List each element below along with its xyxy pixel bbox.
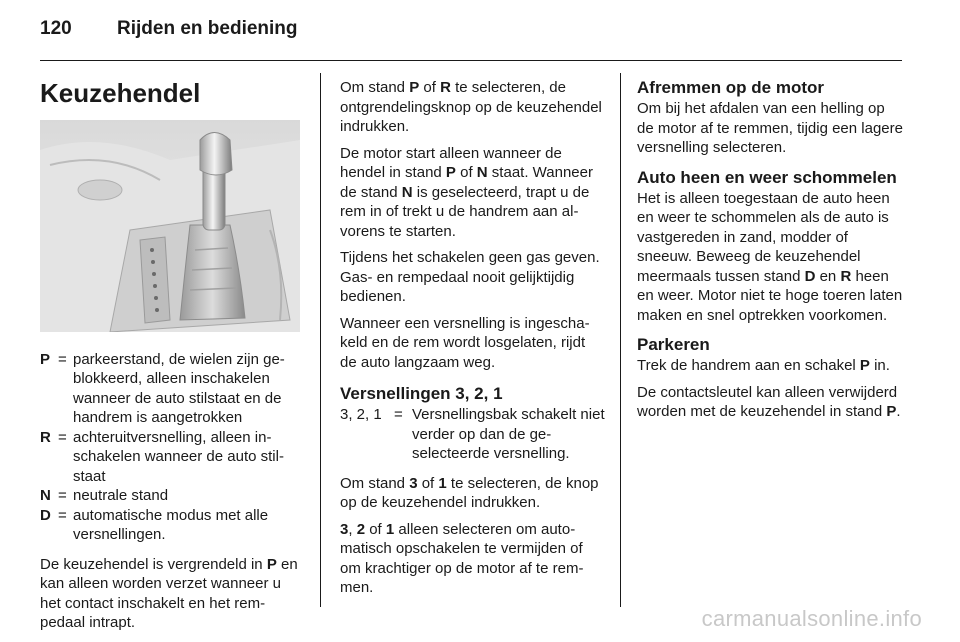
paragraph: Om bij het afdalen van een helling op de motor af te remmen, tijdig een lagere versnelling selecteren.: [637, 100, 903, 156]
section-heading-gears: Versnellingen 3, 2, 1: [340, 384, 503, 403]
page-number: 120: [40, 18, 72, 39]
definition-row-n: [40, 486, 305, 506]
paragraph: 3, 2 of 1 alleen selecteren om automatisch opschakelen te vermijden of om krachtiger op de motor af te remmen.: [340, 520, 584, 596]
chapter-title: Rijden en bediening: [117, 18, 298, 39]
definition-text: neutrale stand: [73, 487, 169, 504]
column-1: [40, 78, 305, 640]
paragraph: Om stand 3 of 1 te selecteren, de knop op de keuzehendel indrukken.: [340, 474, 599, 511]
paragraph: Om stand P of R te selecteren, de ontgrendelingsknop op de keuzehendel indrukken.: [340, 79, 602, 135]
definition-row-d: [40, 506, 305, 545]
paragraph: De motor start alleen wanneer de hendel in stand P of N staat. Wanneer de stand N is geselecteerd, trapt u de rem in of trekt u de handrem aan alvorens te starten.: [340, 144, 593, 240]
equals-sign: =: [58, 350, 67, 368]
column-3: [637, 78, 905, 429]
equals-sign: =: [58, 487, 67, 504]
column-divider-1: [320, 73, 321, 607]
definition-key: 3, 2, 1: [340, 406, 382, 423]
definition-key: N: [40, 487, 51, 504]
definition-text: achteruitversnelling, alleen inschakelen wanneer de auto stilstaat: [73, 428, 284, 485]
section-heading-keuzehendel: Keuzehendel: [40, 78, 201, 108]
gear-definition-row: [340, 405, 605, 464]
header-rule: [40, 60, 902, 61]
definition-key: P: [40, 350, 51, 368]
section-heading-engine-braking: Afremmen op de motor: [637, 78, 825, 97]
definition-text: Versnellingsbak schakelt niet verder op dan de geselecteerde versnelling.: [412, 406, 605, 462]
section-heading-rocking: Auto heen en weer schommelen: [637, 167, 897, 187]
column-divider-2: [620, 73, 621, 607]
paragraph: Wanneer een versnelling is ingeschakeld en de rem wordt losgelaten, rijdt de auto langzaam weg.: [340, 314, 590, 371]
page-header: [40, 18, 298, 40]
definition-row-r: [40, 428, 305, 487]
section-heading-parking: Parkeren: [637, 335, 710, 354]
equals-sign: =: [58, 428, 67, 446]
paragraph: De keuzehendel is vergrendeld in P en kan alleen worden verzet wanneer u het contact inschakelt en het rempedaal intrapt.: [40, 555, 298, 631]
paragraph: Het is alleen toegestaan de auto heen en weer te schommelen als de auto is vastgereden in zand, modder of sneeuw. Beweeg de keuzehendel meermaals tussen stand D en R heen en weer. Motor niet te hoge toeren laten maken en snel optrekken voorkomen.: [637, 189, 903, 324]
definition-text: parkeerstand, de wielen zijn geblokkeerd, alleen inschakelen wanneer de auto stilstaat en de handrem is aangetrokken: [73, 350, 285, 426]
definition-key: D: [40, 506, 51, 524]
definition-row-p: [40, 350, 305, 428]
watermark-text: carmanualsonline.info: [701, 606, 922, 631]
equals-sign: =: [58, 506, 67, 524]
paragraph: Trek de handrem aan en schakel P in.: [637, 357, 890, 374]
position-definition-list: [40, 350, 305, 545]
definition-text: automatische modus met alle versnellingen.: [73, 506, 269, 543]
paragraph: De contactsleutel kan alleen verwijderd worden met de keuzehendel in stand P.: [637, 383, 901, 420]
paragraph: Tijdens het schakelen geen gas geven. Gas- en rempedaal nooit gelijktijdig bedienen.: [340, 249, 600, 305]
definition-key: R: [40, 428, 51, 446]
gear-selector-illustration: [40, 120, 300, 332]
equals-sign: =: [394, 406, 403, 423]
column-2: [340, 78, 605, 605]
